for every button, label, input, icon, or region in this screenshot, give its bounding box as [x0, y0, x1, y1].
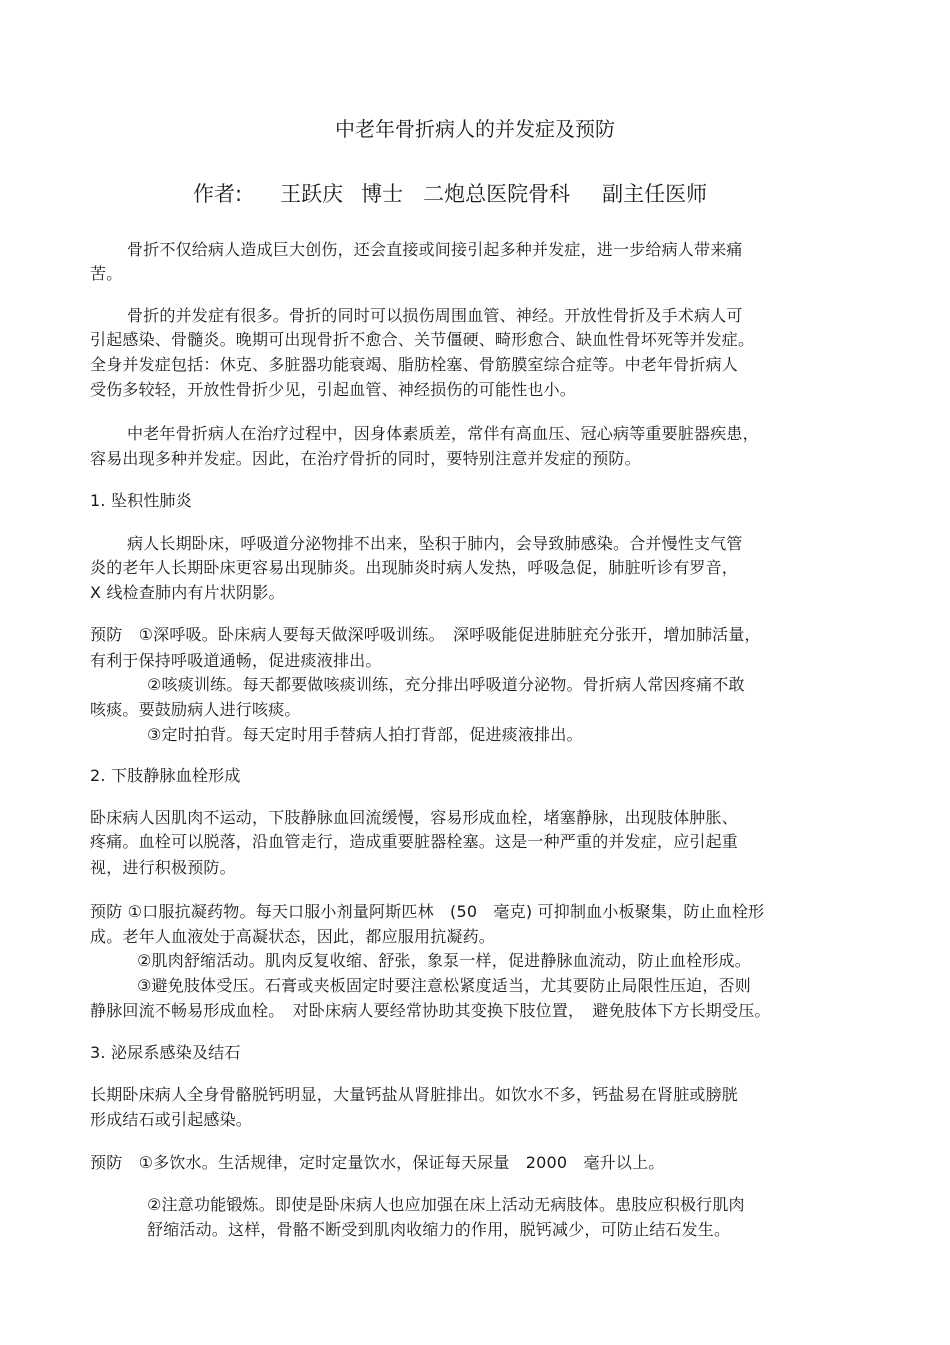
paragraph-line: 长期卧床病人全身骨骼脱钙明显，大量钙盐从肾脏排出。如饮水不多，钙盐易在肾脏或膀胱 [90, 1085, 739, 1104]
prevention-line: 预防 ①多饮水。生活规律，定时定量饮水，保证每天尿量 2000 毫升以上。 [90, 1153, 665, 1172]
author-position: 副主任医师 [602, 182, 708, 206]
page-title: 中老年骨折病人的并发症及预防 [335, 117, 615, 141]
paragraph-line: 引起感染、骨髓炎。晚期可出现骨折不愈合、关节僵硬、畸形愈合、缺血性骨坏死等并发症。 [90, 330, 755, 349]
author-degree: 博士 [361, 182, 404, 206]
prevention-line: 咳痰。要鼓励病人进行咳痰。 [90, 700, 301, 719]
paragraph-line: 中老年骨折病人在治疗过程中，因身体素质差，常伴有高血压、冠心病等重要脏器疾患， [127, 424, 759, 443]
paragraph-line: 苦。 [90, 264, 123, 283]
prevention-line: 预防 ①口服抗凝药物。每天口服小剂量阿斯匹林 (50 毫克) 可抑制血小板聚集，防止血栓形 [90, 902, 765, 921]
prevention-line: 静脉回流不畅易形成血栓。 对卧床病人要经常协助其变换下肢位置， 避免肢体下方长期受压。 [90, 1001, 771, 1020]
paragraph-line: 骨折的并发症有很多。骨折的同时可以损伤周围血管、神经。开放性骨折及手术病人可 [127, 306, 743, 325]
paragraph-line: 病人长期卧床，呼吸道分泌物排不出来，坠积于肺内，会导致肺感染。合并慢性支气管 [127, 534, 743, 553]
prevention-line: 预防 ①深呼吸。卧床病人要每天做深呼吸训练。 深呼吸能促进肺脏充分张开，增加肺活量， [90, 625, 761, 644]
author-name: 王跃庆 [280, 182, 344, 206]
prevention-line: 成。老年人血液处于高凝状态，因此，都应服用抗凝药。 [90, 927, 496, 946]
paragraph-line: 形成结石或引起感染。 [90, 1110, 253, 1129]
paragraph-line: X 线检查肺内有片状阴影。 [90, 583, 285, 602]
paragraph-line: 全身并发症包括：休克、多脏器功能衰竭、脂肪栓塞、骨筋膜室综合症等。中老年骨折病人 [90, 355, 739, 374]
prevention-line: 舒缩活动。这样，骨骼不断受到肌肉收缩力的作用，脱钙减少，可防止结石发生。 [147, 1220, 731, 1239]
section-heading: 3. 泌尿系感染及结石 [90, 1043, 241, 1062]
prevention-line: ③定时拍背。每天定时用手替病人拍打背部，促进痰液排出。 [147, 725, 583, 744]
paragraph-line: 卧床病人因肌肉不运动，下肢静脉血回流缓慢，容易形成血栓，堵塞静脉，出现肢体肿胀、 [90, 808, 739, 827]
paragraph-line: 受伤多较轻，开放性骨折少见，引起血管、神经损伤的可能性也小。 [90, 380, 577, 399]
prevention-line: ②咳痰训练。每天都要做咳痰训练，充分排出呼吸道分泌物。骨折病人常因疼痛不敢 [147, 675, 745, 694]
paragraph-line: 视，进行积极预防。 [90, 858, 236, 877]
paragraph-line: 疼痛。血栓可以脱落，沿血管走行，造成重要脏器栓塞。这是一种严重的并发症，应引起重 [90, 832, 739, 851]
section-heading: 1. 坠积性肺炎 [90, 491, 192, 510]
prevention-line: ③避免肢体受压。石膏或夹板固定时要注意松紧度适当，尤其要防止局限性压迫，否则 [137, 976, 751, 995]
paragraph-line: 炎的老年人长期卧床更容易出现肺炎。出现肺炎时病人发热，呼吸急促，肺脏听诊有罗音， [90, 558, 739, 577]
author-label: 作者: [193, 182, 243, 206]
prevention-line: ②注意功能锻炼。即使是卧床病人也应加强在床上活动无病肢体。患肢应积极行肌肉 [147, 1195, 745, 1214]
paragraph-line: 骨折不仅给病人造成巨大创伤，还会直接或间接引起多种并发症，进一步给病人带来痛 [127, 240, 743, 259]
prevention-line: ②肌肉舒缩活动。肌肉反复收缩、舒张，象泵一样，促进静脉血流动，防止血栓形成。 [137, 951, 751, 970]
author-line [193, 180, 707, 208]
prevention-line: 有利于保持呼吸道通畅，促进痰液排出。 [90, 651, 382, 670]
author-hospital: 二炮总医院骨科 [423, 182, 571, 206]
paragraph-line: 容易出现多种并发症。因此，在治疗骨折的同时，要特别注意并发症的预防。 [90, 449, 641, 468]
section-heading: 2. 下肢静脉血栓形成 [90, 766, 241, 785]
